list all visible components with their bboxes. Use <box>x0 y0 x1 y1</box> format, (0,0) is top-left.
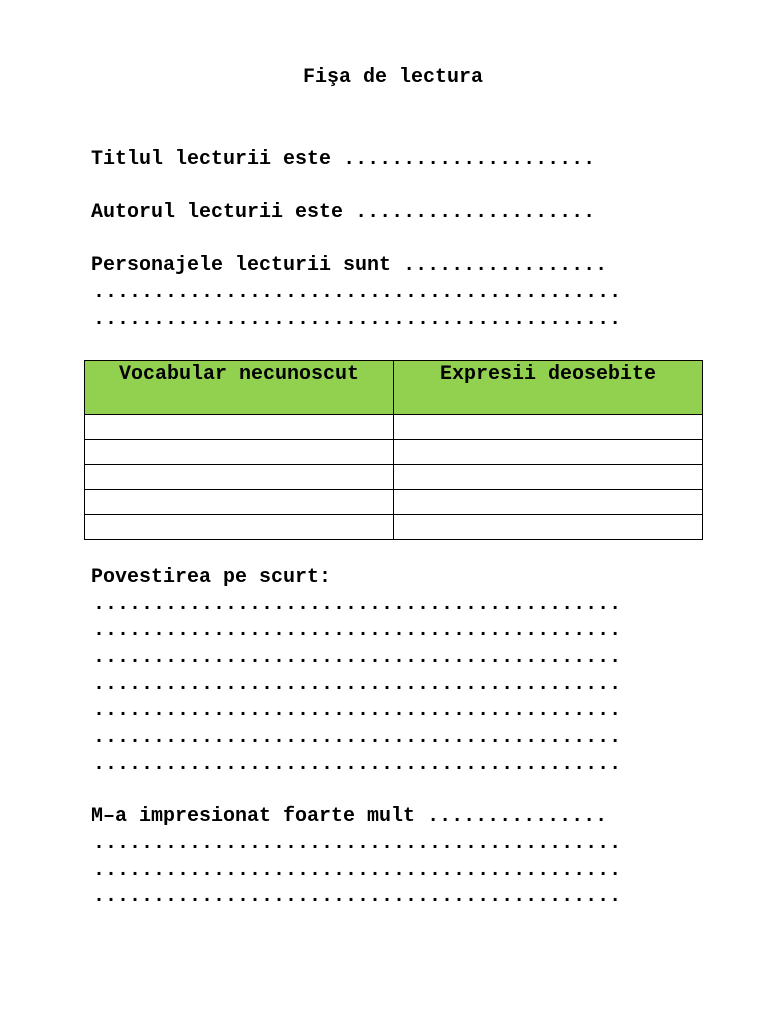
summary-dots-line-2[interactable]: ............................................ <box>93 619 622 642</box>
summary-label: Povestirea pe scurt: <box>91 566 332 589</box>
impression-field-line <box>91 804 607 830</box>
vocabulary-cell[interactable] <box>85 415 394 440</box>
vocabulary-cell[interactable] <box>85 490 394 515</box>
summary-dots-line-7[interactable]: ............................................ <box>93 753 622 776</box>
title-field-dots[interactable]: ..................... <box>343 148 596 171</box>
characters-dots-line-1[interactable]: ............................................ <box>93 281 622 304</box>
impression-dots-line-2[interactable]: ............................................ <box>93 859 622 882</box>
expression-cell[interactable] <box>394 490 703 515</box>
author-field-label: Autorul lecturii este <box>91 201 344 224</box>
vocabulary-cell[interactable] <box>85 465 394 490</box>
column-header-expressions: Expresii deosebite <box>394 361 703 415</box>
summary-dots-line-4[interactable]: ............................................ <box>93 673 622 696</box>
summary-dots-line-3[interactable]: ............................................ <box>93 646 622 669</box>
table-header-row <box>85 361 703 415</box>
characters-dots-line-2[interactable]: ............................................ <box>93 308 622 331</box>
table-row <box>85 465 703 490</box>
impression-dots-line-3[interactable]: ............................................ <box>93 885 622 908</box>
vocabulary-cell[interactable] <box>85 515 394 540</box>
document-title: Fişa de lectura <box>302 66 484 89</box>
expression-cell[interactable] <box>394 415 703 440</box>
column-header-vocabulary: Vocabular necunoscut <box>85 361 394 415</box>
expression-cell[interactable] <box>394 515 703 540</box>
summary-dots-line-1[interactable]: ............................................ <box>93 593 622 616</box>
vocabulary-table <box>84 360 703 540</box>
expression-cell[interactable] <box>394 440 703 465</box>
summary-dots-line-5[interactable]: ............................................ <box>93 699 622 722</box>
table-row <box>85 440 703 465</box>
characters-field-line <box>91 253 607 279</box>
table-row <box>85 515 703 540</box>
table-row <box>85 490 703 515</box>
characters-field-label: Personajele lecturii sunt <box>91 254 392 277</box>
characters-field-dots[interactable]: ................. <box>403 254 608 277</box>
author-field-dots[interactable]: .................... <box>355 201 596 224</box>
impression-field-dots[interactable]: ............... <box>427 805 608 828</box>
summary-dots-line-6[interactable]: ............................................ <box>93 726 622 749</box>
author-field-line <box>91 200 595 226</box>
table-row <box>85 415 703 440</box>
expression-cell[interactable] <box>394 465 703 490</box>
impression-field-label: M–a impresionat foarte mult <box>91 805 416 828</box>
vocabulary-cell[interactable] <box>85 440 394 465</box>
title-field-label: Titlul lecturii este <box>91 148 332 171</box>
impression-dots-line-1[interactable]: ............................................ <box>93 832 622 855</box>
title-field-line <box>91 147 595 173</box>
